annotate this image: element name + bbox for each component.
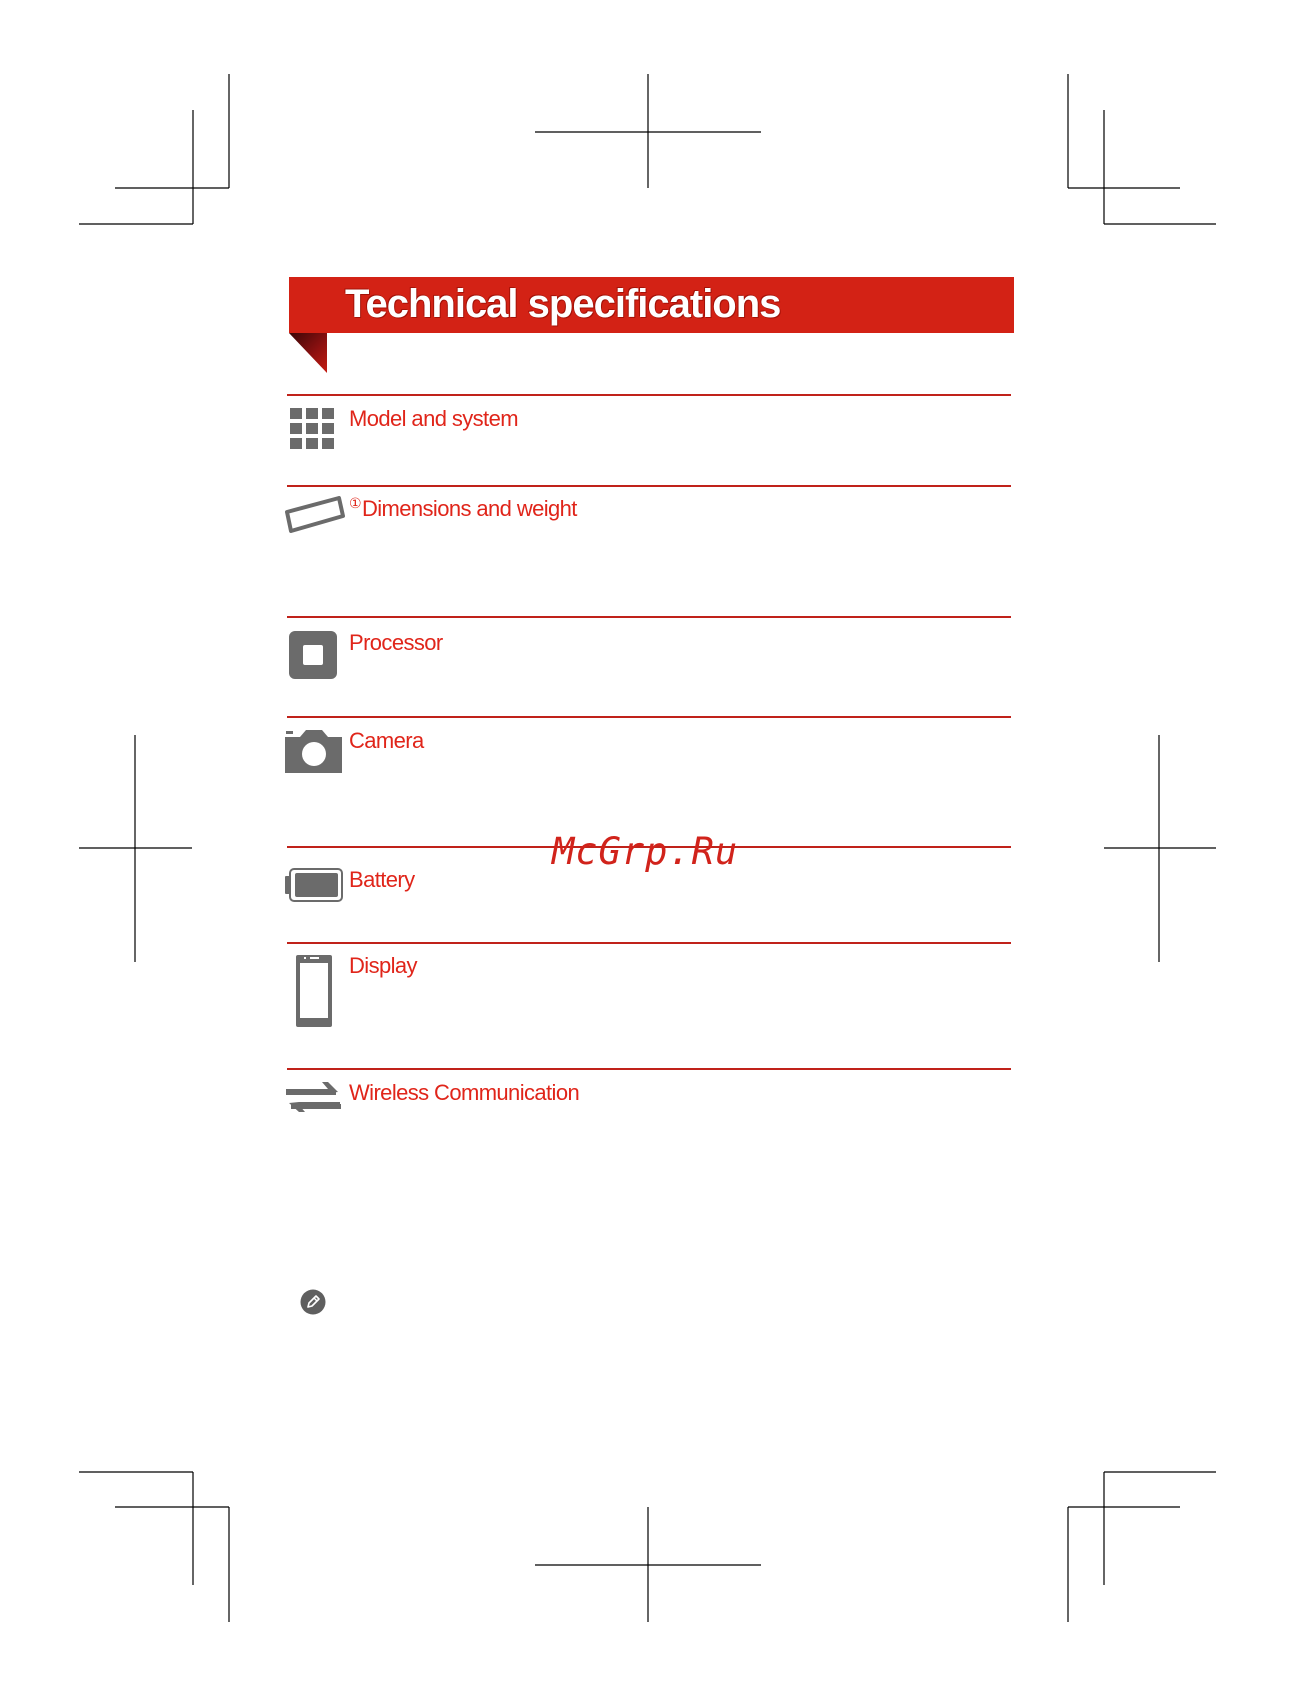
- section-heading-model: Model and system: [349, 406, 518, 431]
- phone-icon: [295, 954, 333, 1028]
- section-divider: [287, 1068, 1011, 1070]
- page-title: Technical specifications: [345, 282, 781, 326]
- footnote-marker: ①: [349, 495, 361, 511]
- chip-icon: [289, 631, 337, 679]
- section-heading-processor: Processor: [349, 630, 443, 655]
- swap-arrows-icon: [286, 1081, 341, 1119]
- section-heading-wireless: Wireless Communication: [349, 1080, 580, 1105]
- grid-icon: [290, 408, 336, 450]
- watermark: McGrp.Ru: [552, 830, 739, 873]
- section-divider: [287, 394, 1011, 396]
- section-divider: [287, 485, 1011, 487]
- battery-icon: [284, 868, 344, 902]
- section-heading-display: Display: [349, 953, 417, 978]
- section-heading-camera: Camera: [349, 728, 424, 753]
- section-divider: [287, 942, 1011, 944]
- camera-icon: [285, 729, 343, 774]
- section-heading-dimensions: [349, 495, 577, 522]
- device-outline-icon: [285, 496, 345, 534]
- section-divider: [287, 716, 1011, 718]
- pencil-icon: [300, 1289, 326, 1315]
- section-divider: [287, 616, 1011, 618]
- section-heading-battery: Battery: [349, 867, 415, 892]
- section-heading-dimensions-label: Dimensions and weight: [361, 496, 577, 521]
